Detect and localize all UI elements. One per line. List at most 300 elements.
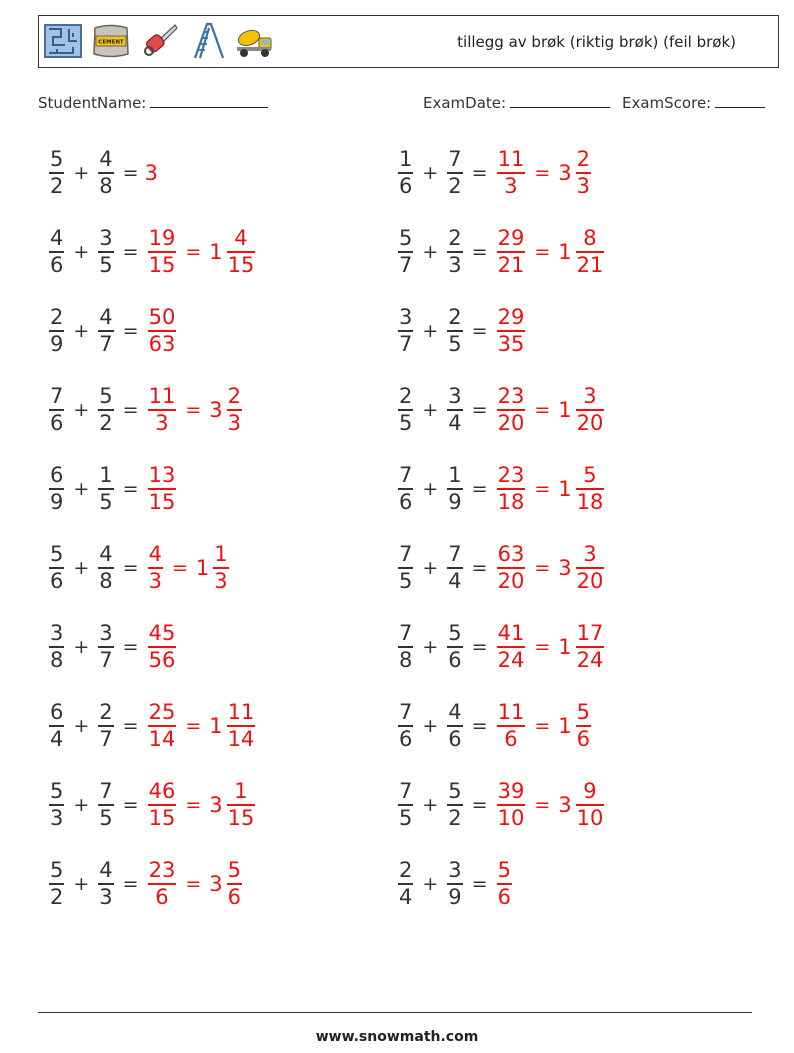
addend-fraction <box>398 463 413 514</box>
equals-sign: = <box>122 557 139 579</box>
numerator: 5 <box>50 147 64 172</box>
problem-row <box>395 301 528 361</box>
numerator: 7 <box>399 463 413 488</box>
mixed-whole-number: 3 <box>558 556 572 580</box>
problem-row <box>395 617 607 677</box>
numerator: 4 <box>99 305 113 330</box>
plus-sign: + <box>422 715 439 737</box>
numerator: 7 <box>50 384 64 409</box>
numerator: 6 <box>50 463 64 488</box>
answer-equals-sign: = <box>534 636 551 658</box>
denominator: 6 <box>50 252 64 277</box>
denominator: 6 <box>155 884 169 909</box>
problem-row <box>46 143 158 203</box>
svg-text:CEMENT: CEMENT <box>98 39 124 46</box>
plus-sign: + <box>422 636 439 658</box>
denominator: 10 <box>497 805 525 830</box>
mixed-whole-number: 3 <box>558 793 572 817</box>
problem-row <box>46 854 245 914</box>
denominator: 6 <box>448 647 462 672</box>
answer-equals-sign: = <box>534 162 551 184</box>
equals-sign: = <box>471 794 488 816</box>
plus-sign: + <box>73 241 90 263</box>
denominator: 3 <box>227 410 241 435</box>
denominator: 3 <box>50 805 64 830</box>
denominator: 24 <box>576 647 604 672</box>
numerator: 5 <box>576 700 590 725</box>
numerator: 50 <box>148 305 176 330</box>
denominator: 7 <box>399 252 413 277</box>
denominator: 6 <box>50 568 64 593</box>
mixed-whole-number: 3 <box>209 872 223 896</box>
numerator: 7 <box>448 147 462 172</box>
problem-row <box>395 775 607 835</box>
denominator: 8 <box>399 647 413 672</box>
numerator: 17 <box>576 621 604 646</box>
addend-fraction <box>447 621 462 672</box>
mixed-fraction-part <box>227 226 256 277</box>
answer-fraction <box>497 305 526 356</box>
mixed-fraction-part <box>576 226 605 277</box>
denominator: 63 <box>148 331 176 356</box>
numerator: 3 <box>50 621 64 646</box>
equals-sign: = <box>122 794 139 816</box>
answer-fraction <box>497 858 512 909</box>
denominator: 3 <box>155 410 169 435</box>
denominator: 2 <box>448 805 462 830</box>
denominator: 9 <box>448 884 462 909</box>
addend-fraction <box>49 858 64 909</box>
answer-fraction <box>148 384 177 435</box>
numerator: 23 <box>497 384 525 409</box>
answer-fraction <box>497 226 526 277</box>
denominator: 7 <box>99 726 113 751</box>
denominator: 5 <box>99 805 113 830</box>
mixed-fraction-part <box>227 779 256 830</box>
mixed-fraction-part <box>576 542 605 593</box>
denominator: 20 <box>497 568 525 593</box>
addend-fraction <box>98 384 113 435</box>
numerator: 2 <box>399 384 413 409</box>
numerator: 3 <box>399 305 413 330</box>
addend-fraction <box>98 700 113 751</box>
numerator: 1 <box>399 147 413 172</box>
denominator: 8 <box>99 568 113 593</box>
numerator: 41 <box>497 621 525 646</box>
addend-fraction <box>49 621 64 672</box>
worksheet-title: tillegg av brøk (riktig brøk) (feil brøk) <box>457 33 736 51</box>
numerator: 5 <box>50 542 64 567</box>
numerator: 5 <box>448 621 462 646</box>
numerator: 3 <box>99 621 113 646</box>
addend-fraction <box>398 384 413 435</box>
problem-row <box>395 143 594 203</box>
mixed-whole-number: 1 <box>558 635 572 659</box>
mixed-whole-number: 3 <box>558 161 572 185</box>
plus-sign: + <box>422 241 439 263</box>
problem-row <box>46 538 232 598</box>
equals-sign: = <box>122 478 139 500</box>
answer-equals-sign: = <box>185 241 202 263</box>
addend-fraction <box>447 700 462 751</box>
denominator: 14 <box>148 726 176 751</box>
addend-fraction <box>98 621 113 672</box>
problem-row <box>395 459 607 519</box>
denominator: 5 <box>448 331 462 356</box>
plus-sign: + <box>73 478 90 500</box>
numerator: 4 <box>99 542 113 567</box>
answer-fraction <box>148 305 177 356</box>
denominator: 3 <box>99 884 113 909</box>
denominator: 4 <box>50 726 64 751</box>
numerator: 4 <box>148 542 162 567</box>
denominator: 24 <box>497 647 525 672</box>
denominator: 5 <box>99 489 113 514</box>
equals-sign: = <box>122 399 139 421</box>
denominator: 5 <box>399 805 413 830</box>
answer-fraction <box>148 621 177 672</box>
denominator: 7 <box>399 331 413 356</box>
numerator: 29 <box>497 226 525 251</box>
numerator: 11 <box>227 700 255 725</box>
problem-row <box>395 696 594 756</box>
plus-sign: + <box>73 320 90 342</box>
denominator: 5 <box>399 568 413 593</box>
numerator: 4 <box>99 858 113 883</box>
denominator: 15 <box>148 252 176 277</box>
student-name-label: StudentName: <box>38 94 147 112</box>
denominator: 3 <box>214 568 228 593</box>
denominator: 6 <box>448 726 462 751</box>
numerator: 5 <box>50 779 64 804</box>
numerator: 7 <box>99 779 113 804</box>
problem-row <box>395 854 515 914</box>
denominator: 20 <box>497 410 525 435</box>
exam-date-label: ExamDate: <box>423 94 507 112</box>
mixed-whole-number: 1 <box>195 556 210 580</box>
denominator: 21 <box>576 252 604 277</box>
mixed-fraction-part <box>576 700 591 751</box>
plus-sign: + <box>73 399 90 421</box>
denominator: 9 <box>50 489 64 514</box>
numerator: 39 <box>497 779 525 804</box>
mixed-whole-number: 3 <box>209 398 223 422</box>
plus-sign: + <box>422 478 439 500</box>
answer-equals-sign: = <box>185 794 202 816</box>
denominator: 21 <box>497 252 525 277</box>
numerator: 23 <box>148 858 176 883</box>
numerator: 2 <box>399 858 413 883</box>
numerator: 19 <box>148 226 176 251</box>
equals-sign: = <box>122 873 139 895</box>
plus-sign: + <box>422 162 439 184</box>
numerator: 11 <box>497 147 525 172</box>
numerator: 29 <box>497 305 525 330</box>
answer-equals-sign: = <box>534 399 551 421</box>
answer-fraction <box>497 384 526 435</box>
plus-sign: + <box>422 320 439 342</box>
answer-equals-sign: = <box>534 557 551 579</box>
addend-fraction <box>447 779 462 830</box>
addend-fraction <box>49 147 64 198</box>
denominator: 6 <box>497 884 511 909</box>
denominator: 6 <box>399 173 413 198</box>
denominator: 8 <box>50 647 64 672</box>
numerator: 1 <box>234 779 248 804</box>
numerator: 5 <box>227 858 241 883</box>
numerator: 2 <box>576 147 590 172</box>
denominator: 2 <box>448 173 462 198</box>
problem-row <box>46 459 179 519</box>
numerator: 25 <box>148 700 176 725</box>
mixed-fraction-part <box>576 621 605 672</box>
numerator: 1 <box>99 463 113 488</box>
problem-row <box>395 222 607 282</box>
numerator: 9 <box>583 779 597 804</box>
numerator: 2 <box>448 305 462 330</box>
addend-fraction <box>398 226 413 277</box>
addend-fraction <box>49 700 64 751</box>
mixed-fraction-part <box>213 542 228 593</box>
numerator: 7 <box>448 542 462 567</box>
equals-sign: = <box>122 162 139 184</box>
numerator: 1 <box>214 542 228 567</box>
denominator: 2 <box>99 410 113 435</box>
numerator: 63 <box>497 542 525 567</box>
mixed-whole-number: 1 <box>209 240 223 264</box>
denominator: 6 <box>227 884 241 909</box>
denominator: 20 <box>576 410 604 435</box>
addend-fraction <box>49 305 64 356</box>
denominator: 18 <box>576 489 604 514</box>
numerator: 3 <box>448 858 462 883</box>
answer-fraction <box>148 858 177 909</box>
denominator: 3 <box>148 568 162 593</box>
plus-sign: + <box>73 636 90 658</box>
numerator: 8 <box>583 226 597 251</box>
answer-fraction <box>497 463 526 514</box>
numerator: 2 <box>227 384 241 409</box>
denominator: 4 <box>448 410 462 435</box>
addend-fraction <box>49 463 64 514</box>
exam-score-label: ExamScore: <box>622 94 712 112</box>
addend-fraction <box>447 305 462 356</box>
numerator: 11 <box>148 384 176 409</box>
answer-fraction <box>148 226 177 277</box>
plus-sign: + <box>422 794 439 816</box>
footer-website: www.snowmath.com <box>315 1029 479 1045</box>
addend-fraction <box>398 700 413 751</box>
numerator: 5 <box>497 858 511 883</box>
plus-sign: + <box>73 715 90 737</box>
plus-sign: + <box>422 873 439 895</box>
mixed-whole-number: 1 <box>209 714 223 738</box>
addend-fraction <box>98 542 113 593</box>
equals-sign: = <box>471 241 488 263</box>
equals-sign: = <box>471 478 488 500</box>
mixed-fraction-part <box>576 384 605 435</box>
answer-equals-sign: = <box>171 557 188 579</box>
numerator: 45 <box>148 621 176 646</box>
mixed-fraction-part <box>227 858 242 909</box>
denominator: 4 <box>448 568 462 593</box>
denominator: 3 <box>504 173 518 198</box>
numerator: 4 <box>50 226 64 251</box>
problem-row <box>46 222 258 282</box>
mixed-whole-number: 1 <box>558 398 572 422</box>
equals-sign: = <box>471 873 488 895</box>
answer-equals-sign: = <box>185 873 202 895</box>
numerator: 2 <box>448 226 462 251</box>
answer-integer: 3 <box>144 161 158 185</box>
denominator: 6 <box>50 410 64 435</box>
problem-row <box>46 696 258 756</box>
mixed-fraction-part <box>576 147 591 198</box>
mixed-whole-number: 3 <box>209 793 223 817</box>
plus-sign: + <box>422 557 439 579</box>
numerator: 6 <box>50 700 64 725</box>
problem-row <box>46 617 179 677</box>
denominator: 6 <box>399 726 413 751</box>
problem-row <box>395 538 607 598</box>
denominator: 14 <box>227 726 255 751</box>
equals-sign: = <box>122 320 139 342</box>
addend-fraction <box>447 384 462 435</box>
denominator: 6 <box>504 726 518 751</box>
denominator: 9 <box>50 331 64 356</box>
plus-sign: + <box>73 794 90 816</box>
numerator: 3 <box>583 542 597 567</box>
denominator: 6 <box>576 726 590 751</box>
problem-row <box>46 775 258 835</box>
answer-equals-sign: = <box>534 715 551 737</box>
answer-fraction <box>148 542 163 593</box>
addend-fraction <box>49 384 64 435</box>
answer-equals-sign: = <box>534 478 551 500</box>
numerator: 7 <box>399 621 413 646</box>
addend-fraction <box>398 147 413 198</box>
numerator: 4 <box>448 700 462 725</box>
denominator: 9 <box>448 489 462 514</box>
mixed-fraction-part <box>227 384 242 435</box>
addend-fraction <box>49 542 64 593</box>
numerator: 46 <box>148 779 176 804</box>
answer-fraction <box>497 700 526 751</box>
mixed-fraction-part <box>576 779 605 830</box>
denominator: 15 <box>148 805 176 830</box>
numerator: 5 <box>99 384 113 409</box>
mixed-fraction-part <box>576 463 605 514</box>
answer-fraction <box>497 542 526 593</box>
answer-fraction <box>148 463 177 514</box>
addend-fraction <box>398 621 413 672</box>
denominator: 35 <box>497 331 525 356</box>
addend-fraction <box>98 305 113 356</box>
denominator: 2 <box>50 173 64 198</box>
denominator: 3 <box>576 173 590 198</box>
mixed-whole-number: 1 <box>558 240 572 264</box>
answer-fraction <box>497 147 526 198</box>
answer-fraction <box>497 779 526 830</box>
equals-sign: = <box>471 557 488 579</box>
addend-fraction <box>447 542 462 593</box>
denominator: 8 <box>99 173 113 198</box>
equals-sign: = <box>471 715 488 737</box>
numerator: 2 <box>99 700 113 725</box>
problem-row <box>46 380 245 440</box>
numerator: 2 <box>50 305 64 330</box>
addend-fraction <box>98 147 113 198</box>
addend-fraction <box>447 858 462 909</box>
equals-sign: = <box>471 399 488 421</box>
numerator: 5 <box>399 226 413 251</box>
mixed-whole-number: 1 <box>558 714 572 738</box>
addend-fraction <box>447 226 462 277</box>
denominator: 4 <box>399 884 413 909</box>
equals-sign: = <box>471 162 488 184</box>
denominator: 2 <box>50 884 64 909</box>
numerator: 3 <box>583 384 597 409</box>
denominator: 5 <box>99 252 113 277</box>
numerator: 5 <box>448 779 462 804</box>
numerator: 3 <box>99 226 113 251</box>
numerator: 3 <box>448 384 462 409</box>
mixed-whole-number: 1 <box>558 477 572 501</box>
denominator: 5 <box>399 410 413 435</box>
denominator: 7 <box>99 331 113 356</box>
equals-sign: = <box>471 320 488 342</box>
plus-sign: + <box>73 873 90 895</box>
numerator: 23 <box>497 463 525 488</box>
footer-divider <box>38 1012 752 1013</box>
addend-fraction <box>98 463 113 514</box>
equals-sign: = <box>122 715 139 737</box>
mixed-fraction-part <box>227 700 256 751</box>
numerator: 13 <box>148 463 176 488</box>
denominator: 20 <box>576 568 604 593</box>
answer-fraction <box>148 700 177 751</box>
denominator: 15 <box>227 805 255 830</box>
numerator: 4 <box>99 147 113 172</box>
denominator: 15 <box>227 252 255 277</box>
answer-equals-sign: = <box>534 794 551 816</box>
answer-equals-sign: = <box>185 399 202 421</box>
addend-fraction <box>447 147 462 198</box>
answer-equals-sign: = <box>534 241 551 263</box>
addend-fraction <box>398 858 413 909</box>
numerator: 11 <box>497 700 525 725</box>
answer-fraction <box>497 621 526 672</box>
equals-sign: = <box>122 636 139 658</box>
addend-fraction <box>398 542 413 593</box>
numerator: 7 <box>399 542 413 567</box>
addend-fraction <box>98 858 113 909</box>
numerator: 1 <box>448 463 462 488</box>
addend-fraction <box>49 779 64 830</box>
plus-sign: + <box>73 557 90 579</box>
denominator: 10 <box>576 805 604 830</box>
numerator: 4 <box>234 226 248 251</box>
addend-fraction <box>447 463 462 514</box>
problem-row <box>395 380 607 440</box>
denominator: 18 <box>497 489 525 514</box>
numerator: 7 <box>399 779 413 804</box>
numerator: 5 <box>50 858 64 883</box>
plus-sign: + <box>422 399 439 421</box>
plus-sign: + <box>73 162 90 184</box>
denominator: 7 <box>99 647 113 672</box>
addend-fraction <box>398 305 413 356</box>
